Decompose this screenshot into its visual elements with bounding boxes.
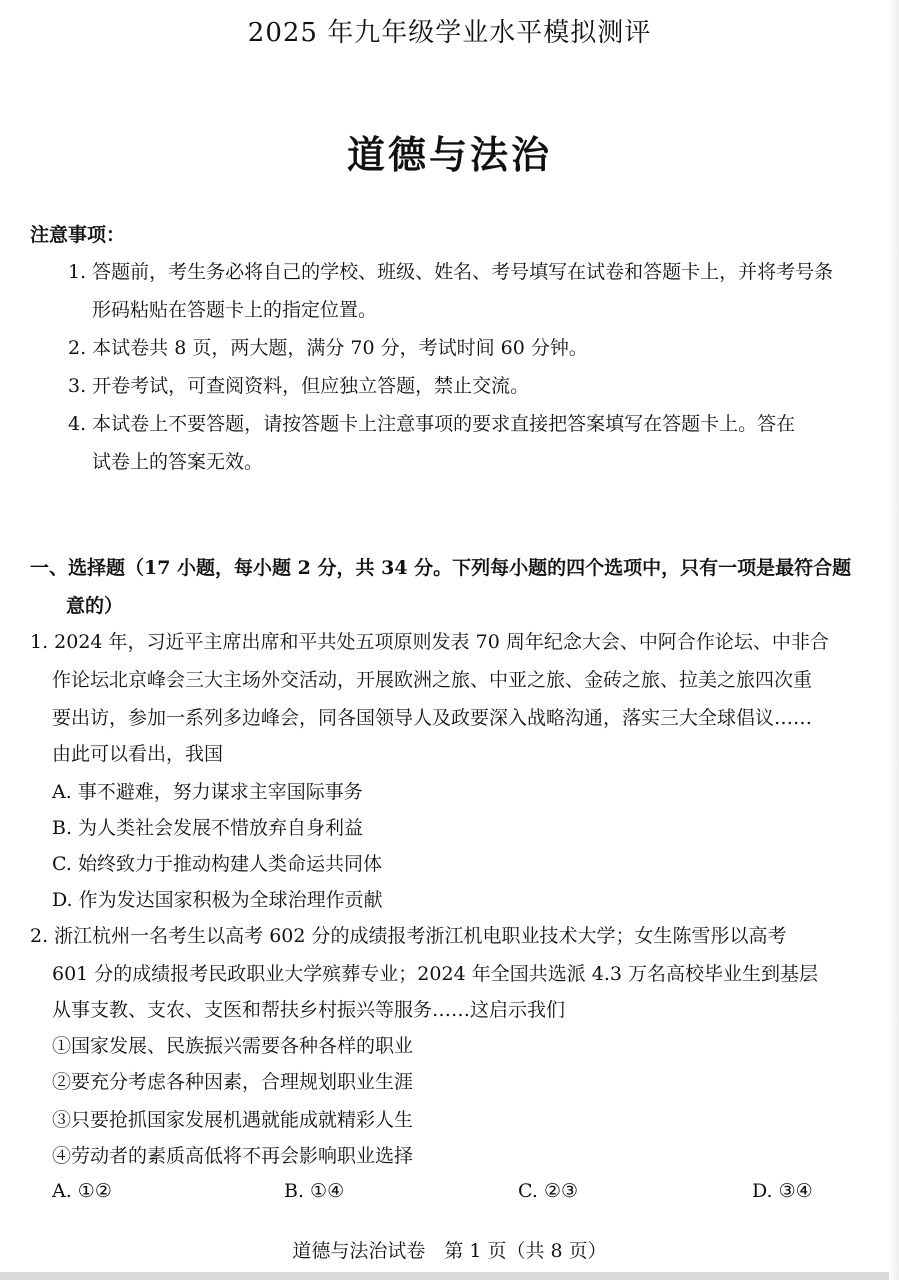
q2-stem-line-1: 2. 浙江杭州一名考生以高考 602 分的成绩报考浙江机电职业技术大学；女生陈雪彤以高考 [30, 925, 787, 947]
q1-stem-line-1: 1. 2024 年，习近平主席出席和平共处五项原则发表 70 周年纪念大会、中阿合作论坛、中非合 [30, 631, 829, 653]
q2-option-a: A. ①② [52, 1180, 112, 1202]
scan-bottom-edge [0, 1272, 899, 1280]
page-footer: 道德与法治试卷 第 1 页（共 8 页） [292, 1240, 607, 1262]
scan-right-edge [889, 0, 899, 1280]
q2-option-b: B. ①④ [284, 1180, 345, 1202]
notice-item-1-cont: 形码粘贴在答题卡上的指定位置。 [92, 299, 378, 321]
q1-option-b: B. 为人类社会发展不惜放弃自身利益 [52, 817, 364, 839]
q2-stem-line-3: 从事支教、支农、支医和帮扶乡村振兴等服务……这启示我们 [52, 999, 566, 1021]
exam-title: 2025 年九年级学业水平模拟测评 [247, 18, 652, 48]
section-heading: 一、选择题（17 小题，每小题 2 分，共 34 分。下列每小题的四个选项中，只有一项是最符合题 [30, 557, 852, 579]
notice-item-4-cont: 试卷上的答案无效。 [92, 451, 264, 473]
q1-stem-line-3: 要出访，参加一系列多边峰会，同各国领导人及政要深入战略沟通，落实三大全球倡议…… [52, 707, 813, 729]
q1-option-c: C. 始终致力于推动构建人类命运共同体 [52, 853, 382, 875]
q2-statement-2: ②要充分考虑各种因素，合理规划职业生涯 [52, 1071, 414, 1093]
notice-heading: 注意事项： [30, 224, 126, 246]
notice-item-3: 3. 开卷考试，可查阅资料，但应独立答题，禁止交流。 [68, 375, 530, 397]
q1-stem-line-2: 作论坛北京峰会三大主场外交活动，开展欧洲之旅、中亚之旅、金砖之旅、拉美之旅四次重 [52, 669, 813, 691]
q2-option-d: D. ③④ [752, 1180, 813, 1202]
q2-statement-1: ①国家发展、民族振兴需要各种各样的职业 [52, 1035, 414, 1057]
q1-option-d: D. 作为发达国家积极为全球治理作贡献 [52, 889, 383, 911]
notice-item-4: 4. 本试卷上不要答题，请按答题卡上注意事项的要求直接把答案填写在答题卡上。答在 [68, 413, 796, 435]
q1-option-a: A. 事不避难，努力谋求主宰国际事务 [52, 781, 363, 803]
subject-title: 道德与法治 [346, 132, 552, 177]
q2-statement-4: ④劳动者的素质高低将不再会影响职业选择 [52, 1145, 414, 1167]
section-heading-cont: 意的） [66, 595, 124, 617]
q2-statement-3: ③只要抢抓国家发展机遇就能成就精彩人生 [52, 1109, 414, 1131]
q1-stem-line-4: 由此可以看出，我国 [52, 743, 224, 765]
notice-item-2: 2. 本试卷共 8 页，两大题，满分 70 分，考试时间 60 分钟。 [68, 337, 588, 359]
q2-option-c: C. ②③ [518, 1180, 579, 1202]
notice-item-1: 1. 答题前，考生务必将自己的学校、班级、姓名、考号填写在试卷和答题卡上，并将考号条 [68, 261, 834, 283]
q2-stem-line-2: 601 分的成绩报考民政职业大学殡葬专业；2024 年全国共选派 4.3 万名高校毕业生到基层 [52, 963, 818, 985]
